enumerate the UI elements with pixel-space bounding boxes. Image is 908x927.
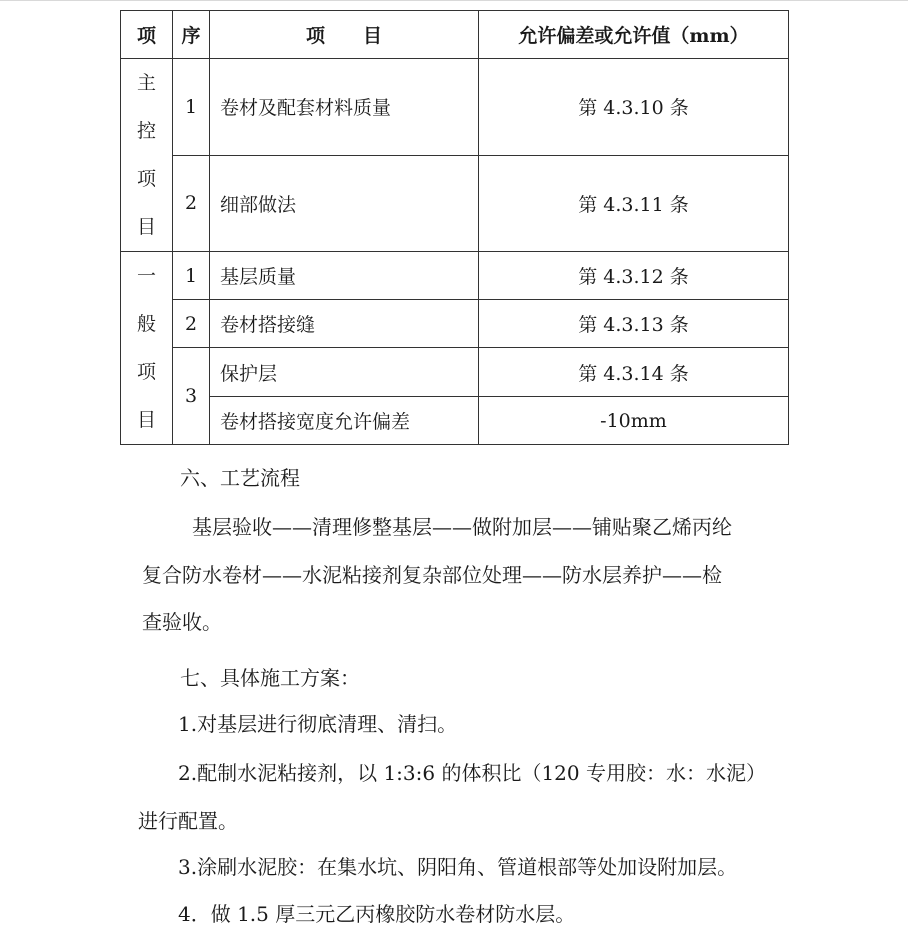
table-row (121, 155, 789, 252)
section-7-heading: 七、具体施工方案： (180, 666, 360, 690)
row-item: 卷材搭接缝 (210, 300, 479, 348)
group-char: 目 (136, 409, 156, 431)
row-value: 第 4.3.12 条 (479, 252, 789, 300)
acceptance-table (120, 10, 789, 445)
table-header-row (121, 11, 789, 59)
section-6-line-2: 复合防水卷材——水泥粘接剂复杂部位处理——防水层养护——检 (142, 563, 722, 587)
table-row (121, 252, 789, 300)
row-value: 第 4.3.10 条 (479, 59, 789, 156)
row-item: 细部做法 (210, 155, 479, 252)
row-value: 第 4.3.13 条 (479, 300, 789, 348)
header-item: 项 目 (210, 11, 479, 59)
row-item: 卷材及配套材料质量 (210, 59, 479, 156)
group-char: 目 (136, 216, 156, 238)
row-seq: 2 (173, 155, 210, 252)
section-7-item-2-line-2: 进行配置。 (138, 809, 238, 833)
section-7-item-2-line-1: 2.配制水泥粘接剂，以 1:3:6 的体积比（120 专用胶：水：水泥） (178, 761, 766, 785)
section-6-line-1: 基层验收——清理修整基层——做附加层——铺贴聚乙烯丙纶 (192, 515, 732, 539)
header-group: 项 (121, 11, 173, 59)
table-row (121, 348, 789, 397)
row-seq: 1 (173, 252, 210, 300)
row-value: 第 4.3.11 条 (479, 155, 789, 252)
section-7-item-4: 4．做 1.5 厚三元乙丙橡胶防水卷材防水层。 (178, 902, 576, 926)
table-row (121, 300, 789, 348)
group-char: 般 (136, 313, 156, 335)
row-value: -10mm (479, 397, 789, 445)
section-6-heading: 六、工艺流程 (180, 466, 300, 490)
row-value: 第 4.3.14 条 (479, 348, 789, 397)
row-seq: 3 (173, 348, 210, 445)
table-row (121, 59, 789, 156)
group-char: 一 (136, 265, 156, 287)
group-main-control (121, 59, 173, 252)
section-7-item-1: 1.对基层进行彻底清理、清扫。 (178, 712, 458, 736)
page-top-rule (0, 0, 908, 1)
row-seq: 2 (173, 300, 210, 348)
row-item: 卷材搭接宽度允许偏差 (210, 397, 479, 445)
group-general (121, 252, 173, 445)
group-char: 主 (136, 72, 156, 94)
group-char: 控 (136, 120, 156, 142)
header-seq: 序 (173, 11, 210, 59)
group-char: 项 (136, 168, 156, 190)
header-value: 允许偏差或允许值（mm） (479, 11, 789, 59)
row-seq: 1 (173, 59, 210, 156)
section-7-item-3: 3.涂刷水泥胶：在集水坑、阴阳角、管道根部等处加设附加层。 (178, 855, 738, 879)
table-row (121, 397, 789, 445)
section-6-line-3: 查验收。 (142, 610, 222, 634)
row-item: 基层质量 (210, 252, 479, 300)
group-char: 项 (136, 361, 156, 383)
row-item: 保护层 (210, 348, 479, 397)
